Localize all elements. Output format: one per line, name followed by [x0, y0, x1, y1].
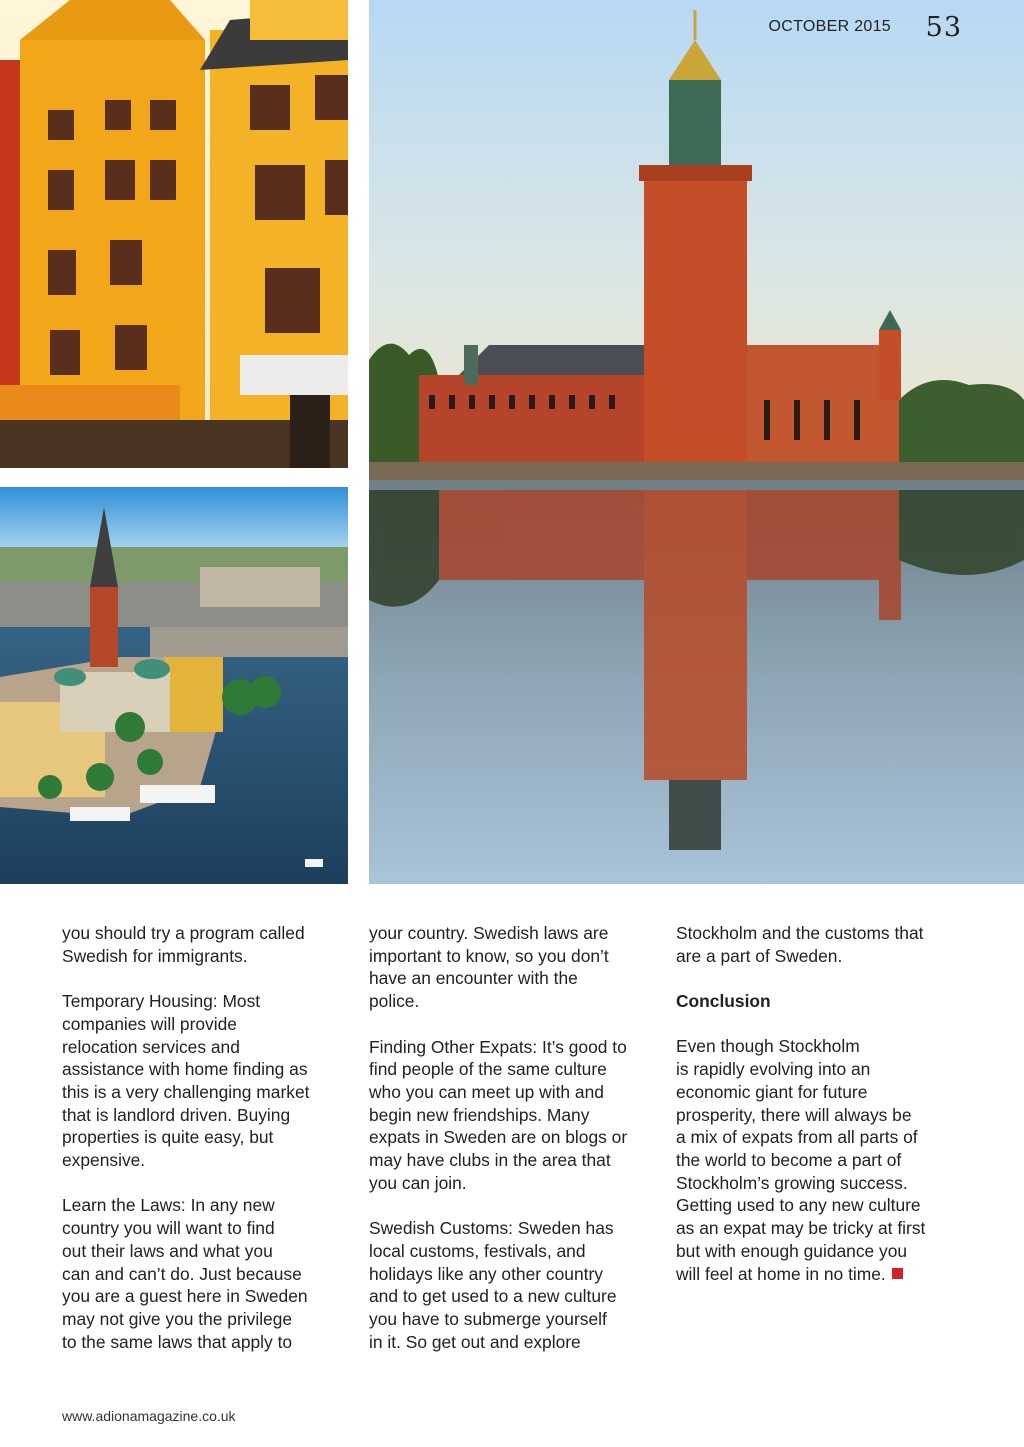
- paragraph: Stockholm and the customs that are a part of Sweden.: [676, 923, 924, 966]
- paragraph: Temporary Housing: Most companies will provide relocation services and assistance with home finding as this is a very challenging market that is landlord driven. Buying properties is quite easy, but expensive.: [62, 991, 310, 1171]
- paragraph: your country. Swedish laws are important to know, so you don’t have an encounter with the police.: [369, 923, 609, 1012]
- issue-date: OCTOBER 2015: [768, 18, 891, 35]
- text-column-3: [676, 922, 961, 1308]
- page-number: 53: [925, 12, 962, 43]
- aerial-city-photo: [0, 487, 348, 884]
- end-of-article-mark: [892, 1268, 903, 1279]
- conclusion-paragraph: [676, 1035, 961, 1285]
- paragraph: Learn the Laws: In any new country you will want to find out their laws and what you can and can’t do. Just because you are a guest here in Sweden may not give you the privilege to the same laws that apply to: [62, 1195, 308, 1352]
- section-heading: Conclusion: [676, 991, 771, 1012]
- text-column-2: [369, 922, 654, 1376]
- city-hall-photo: [369, 0, 1024, 884]
- website-url[interactable]: www.adionamagazine.co.uk: [62, 1408, 236, 1424]
- text-column-1: [62, 922, 347, 1376]
- paragraph: you should try a program called Swedish for immigrants.: [62, 923, 305, 966]
- houses-photo: [0, 0, 348, 468]
- paragraph: Swedish Customs: Sweden has local customs, festivals, and holidays like any other country and to get used to a new culture you have to submerge yourself in it. So get out and explore: [369, 1218, 617, 1352]
- paragraph-text: Even though Stockholm is rapidly evolving into an economic giant for future prosperity, there will always be a mix of expats from all parts of the world to become a part of Stockholm’s growing success. Getting used to any new culture as an expat may be tricky at first but with enough guidance you will feel at home in no time.: [676, 1036, 926, 1284]
- paragraph: Finding Other Expats: It’s good to find people of the same culture who you can meet up with and begin new friendships. Many expats in Sweden are on blogs or may have clubs in the area that you can join.: [369, 1036, 628, 1193]
